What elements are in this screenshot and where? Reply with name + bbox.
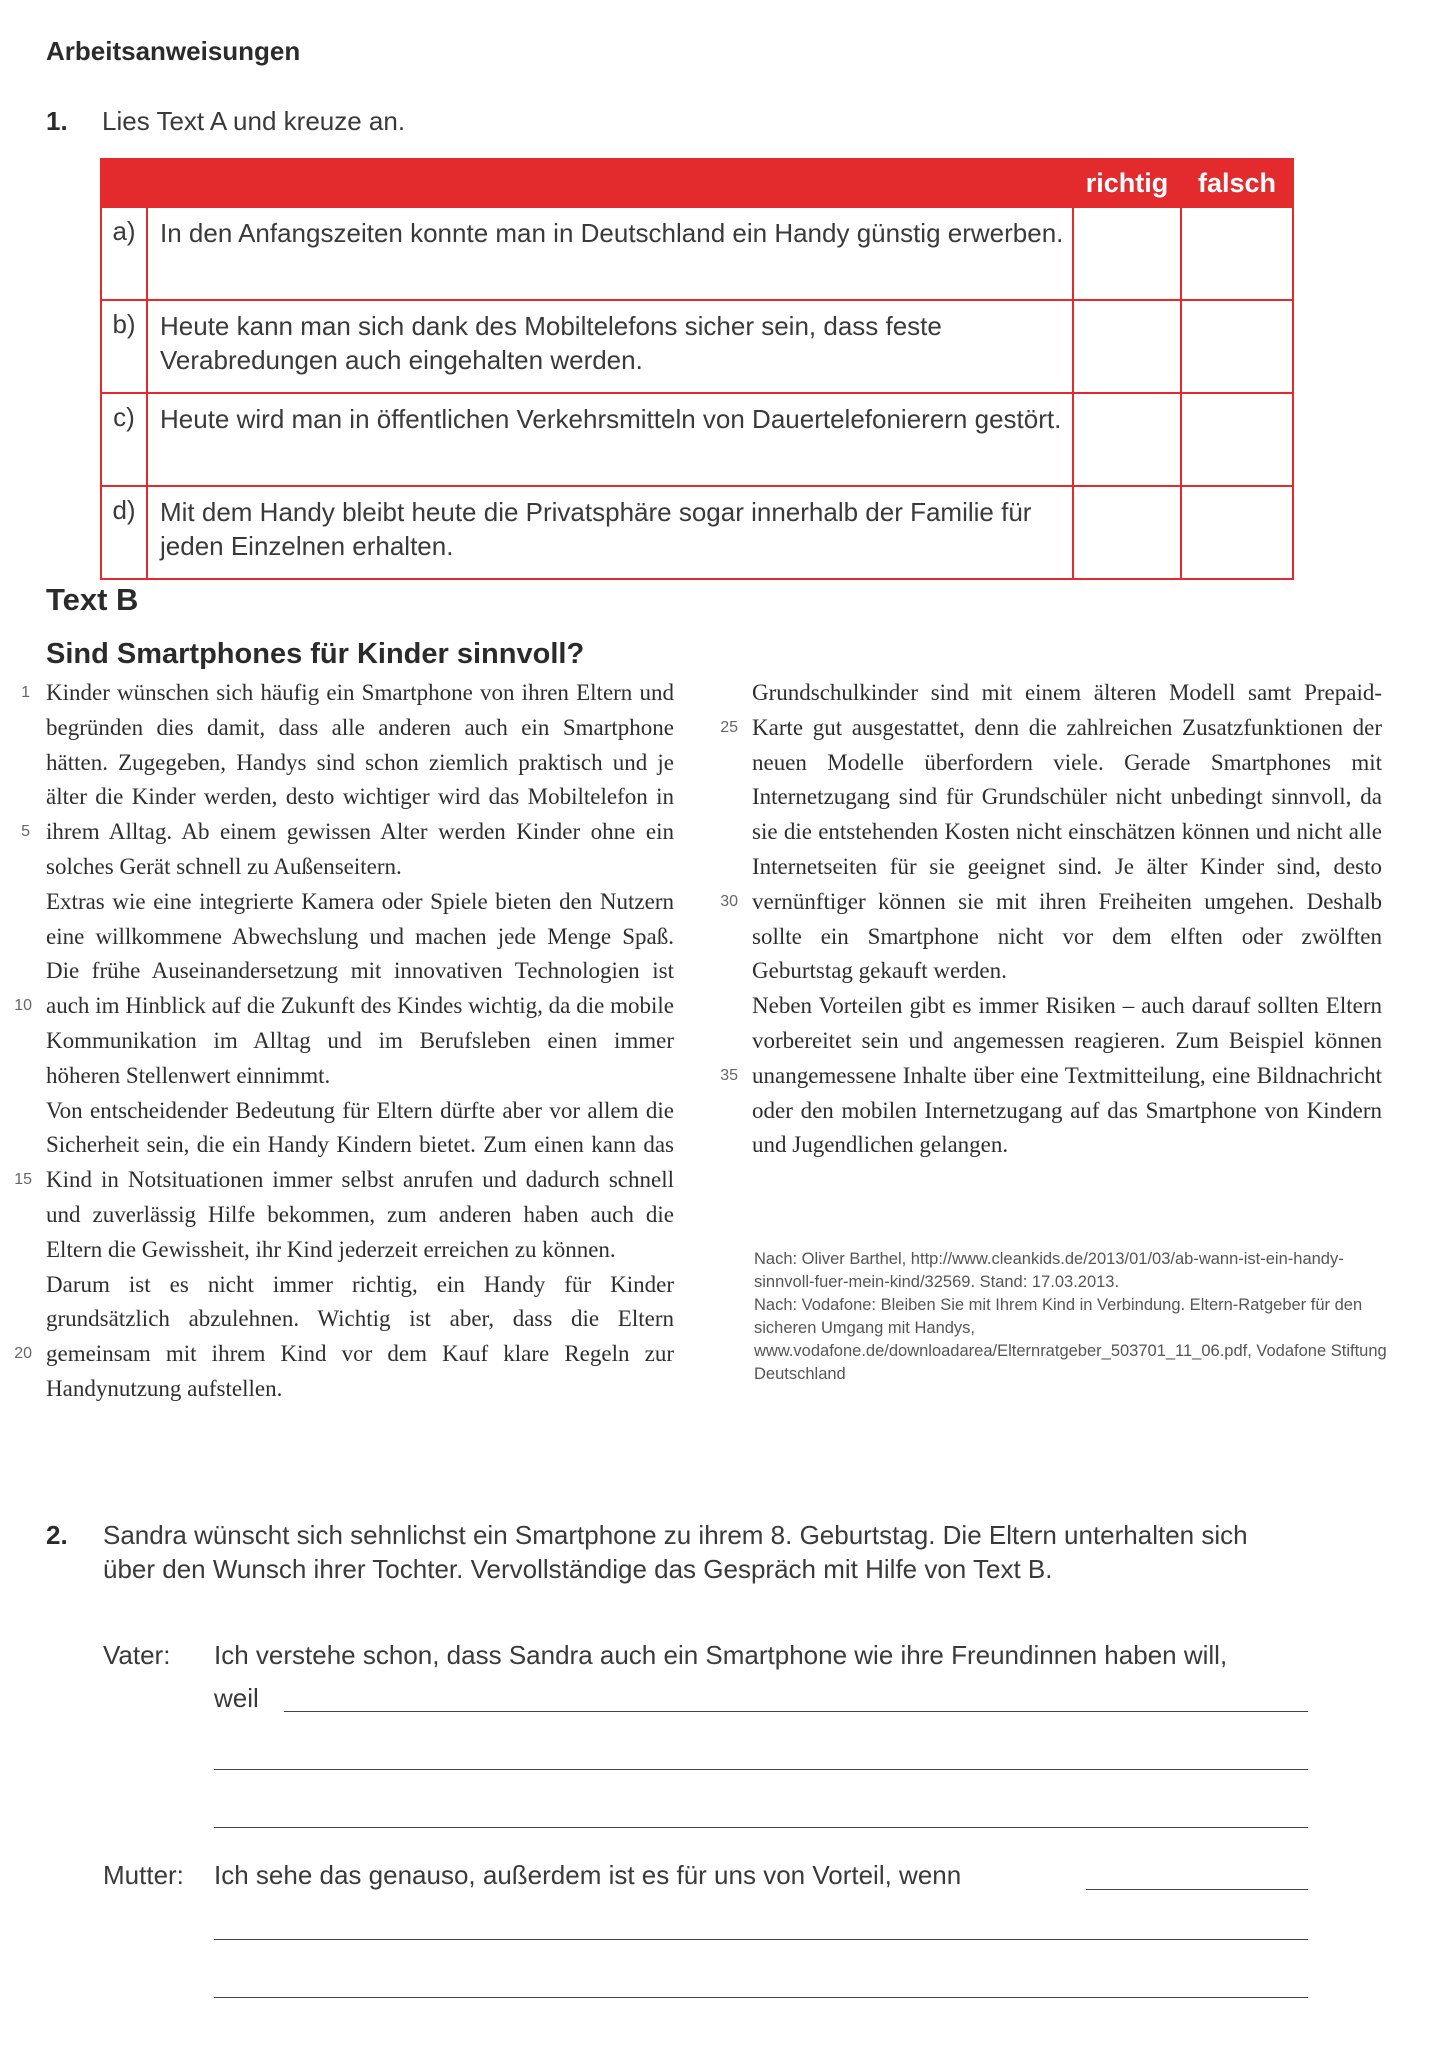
header-blank — [101, 159, 1073, 207]
task-1 — [46, 106, 405, 137]
task-2 — [46, 1518, 1248, 1584]
checkbox-richtig[interactable] — [1073, 486, 1181, 579]
line-number: 1 — [21, 684, 30, 701]
line-number: 15 — [14, 1171, 32, 1188]
checkbox-falsch[interactable] — [1181, 486, 1293, 579]
header-falsch: falsch — [1181, 159, 1293, 207]
checkbox-richtig[interactable] — [1073, 300, 1181, 393]
table-row — [101, 300, 1293, 393]
article-title: Sind Smartphones für Kinder sinnvoll? — [46, 638, 585, 670]
row-statement: Mit dem Handy bleibt heute die Privatsphäre sogar innerhalb der Familie für jeden Einzelnen erhalten. — [147, 486, 1073, 579]
source-line: Nach: Vodafone: Bleiben Sie mit Ihrem Kind in Verbindung. Eltern-Ratgeber für den sicheren Umgang mit Handys, www.vodafone.de/downloadarea/Elternratgeber_503701_11_06.pdf, Vodafone Stiftung Deutschland — [754, 1296, 1387, 1383]
line-number: 25 — [720, 719, 738, 736]
row-letter: c) — [101, 393, 147, 486]
line-number: 10 — [14, 997, 32, 1014]
answer-line[interactable] — [1086, 1889, 1308, 1890]
mother-label: Mutter: — [103, 1860, 184, 1890]
answer-line[interactable] — [214, 1769, 1308, 1770]
article-column-right — [752, 676, 1382, 1163]
article-paragraph: Darum ist es nicht immer richtig, ein Handy für Kinder grundsätzlich abzulehnen. Wichtig ist aber, dass die Eltern gemeinsam mit ihrem Kind vor dem Kauf klare Regeln zur Handynutzung aufstellen. — [46, 1271, 674, 1401]
checkbox-richtig[interactable] — [1073, 393, 1181, 486]
source-line: Nach: Oliver Barthel, http://www.cleankids.de/2013/01/03/ab-wann-ist-ein-handy-sinnvoll-fuer-mein-kind/32569. Stand: 17.03.2013. — [754, 1250, 1344, 1291]
article-paragraph: Grundschulkinder sind mit einem älteren Modell samt Prepaid-Karte gut ausgestattet, denn die zahlreichen Zusatzfunktionen der neuen Modelle überfordern viele. Gerade Smartphones mit Internetzugang sind für Grundschüler nicht unbedingt sinnvoll, da sie die entstehenden Kosten nicht einschätzen können und nicht alle Internetseiten für sie geeignet sind. Je älter Kinder sind, desto vernünftiger können sie mit ihren Freiheiten umgehen. Deshalb sollte ein Smartphone nicht vor dem elften oder zwölften Geburtstag gekauft werden. — [752, 680, 1382, 984]
article-column-left — [46, 676, 674, 1407]
father-label: Vater: — [103, 1640, 171, 1670]
table-row — [101, 393, 1293, 486]
row-letter: d) — [101, 486, 147, 579]
checkbox-falsch[interactable] — [1181, 207, 1293, 300]
line-number: 5 — [21, 823, 30, 840]
table-row — [101, 207, 1293, 300]
task-number: 2. — [46, 1520, 68, 1550]
answer-line[interactable] — [214, 1997, 1308, 1998]
row-letter: a) — [101, 207, 147, 300]
text-b-label: Text B — [46, 582, 139, 617]
article-paragraph: Von entscheidender Bedeutung für Eltern dürfte aber vor allem die Sicherheit sein, die ein Handy Kindern bietet. Zum einen kann das Kind in Notsituationen immer selbst anrufen und dadurch schnell und zuverlässig Hilfe bekommen, zum anderen haben auch die Eltern die Gewissheit, ihr Kind jederzeit erreichen zu können. — [46, 1097, 674, 1262]
father-speech-continued: weil — [214, 1683, 259, 1713]
mother-speech: Ich sehe das genauso, außerdem ist es für uns von Vorteil, wenn — [214, 1860, 962, 1890]
checkbox-richtig[interactable] — [1073, 207, 1181, 300]
true-false-table — [100, 158, 1294, 580]
task-number: 1. — [46, 106, 68, 136]
source-citations — [754, 1248, 1394, 1386]
row-statement: In den Anfangszeiten konnte man in Deutschland ein Handy günstig erwerben. — [147, 207, 1073, 300]
table-row — [101, 486, 1293, 579]
checkbox-falsch[interactable] — [1181, 393, 1293, 486]
task-instruction: Sandra wünscht sich sehnlichst ein Smartphone zu ihrem 8. Geburtstag. Die Eltern unterhalten sich über den Wunsch ihrer Tochter. Vervollständige das Gespräch mit Hilfe von Text B. — [103, 1520, 1248, 1584]
row-letter: b) — [101, 300, 147, 393]
row-statement: Heute kann man sich dank des Mobiltelefons sicher sein, dass feste Verabredungen auch eingehalten werden. — [147, 300, 1073, 393]
header-richtig: richtig — [1073, 159, 1181, 207]
article-paragraph: Extras wie eine integrierte Kamera oder Spiele bieten den Nutzern eine willkommene Abwechslung und machen jede Menge Spaß. Die frühe Auseinandersetzung mit innovativen Technologien ist auch im Hinblick auf die Zukunft des Kindes wichtig, da die mobile Kommunikation im Alltag und im Berufsleben einen immer höheren Stellenwert einnimmt. — [46, 888, 674, 1088]
task-instruction: Lies Text A und kreuze an. — [102, 106, 406, 136]
father-speech: Ich verstehe schon, dass Sandra auch ein Smartphone wie ihre Freundinnen haben will, — [214, 1640, 1228, 1670]
row-statement: Heute wird man in öffentlichen Verkehrsmitteln von Dauertelefonierern gestört. — [147, 393, 1073, 486]
line-number: 20 — [14, 1345, 32, 1362]
checkbox-falsch[interactable] — [1181, 300, 1293, 393]
line-number: 30 — [720, 893, 738, 910]
answer-line[interactable] — [284, 1711, 1308, 1712]
line-number: 35 — [720, 1067, 738, 1084]
worksheet-heading: Arbeitsanweisungen — [46, 36, 301, 66]
table-header-row — [101, 159, 1293, 207]
article-paragraph: Kinder wünschen sich häufig ein Smartphone von ihren Eltern und begründen dies damit, dass alle anderen auch ein Smartphone hätten. Zugegeben, Handys sind schon ziemlich praktisch und je älter die Kinder werden, desto wichtiger wird das Mobiltelefon in ihrem Alltag. Ab einem gewissen Alter werden Kinder ohne ein solches Gerät schnell zu Außenseitern. — [46, 680, 674, 879]
answer-line[interactable] — [214, 1827, 1308, 1828]
answer-line[interactable] — [214, 1939, 1308, 1940]
article-paragraph: Neben Vorteilen gibt es immer Risiken – auch darauf sollten Eltern vorbereitet sein und angemessen reagieren. Zum Beispiel können unangemessene Inhalte über eine Textmitteilung, eine Bildnachricht oder den mobilen Internetzugang auf das Smartphone von Kindern und Jugendlichen gelangen. — [752, 993, 1382, 1158]
